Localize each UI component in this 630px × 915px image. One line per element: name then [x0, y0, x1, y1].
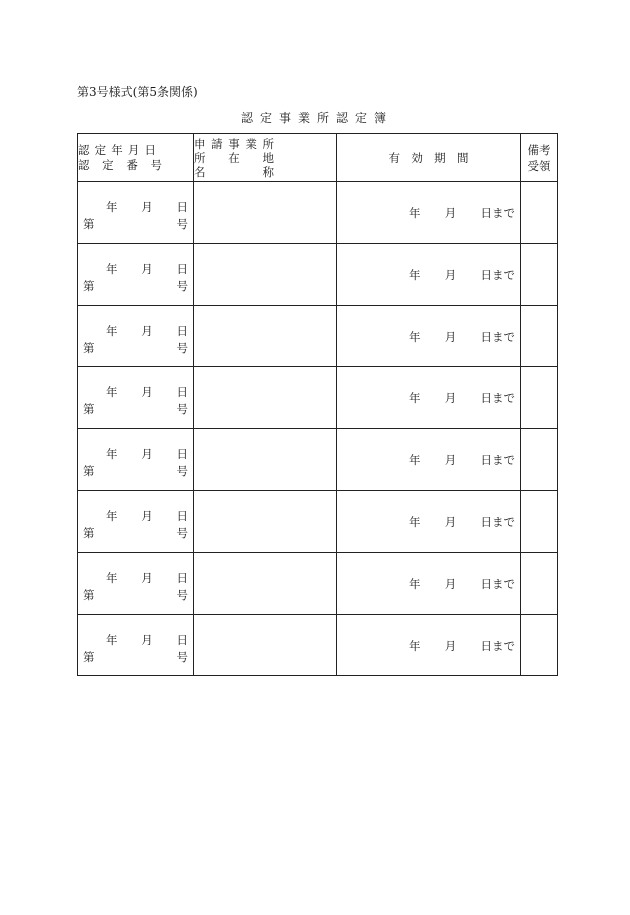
- document-title: 認定事業所認定簿: [240, 111, 393, 125]
- certification-register-table: [77, 133, 558, 676]
- table-row: [78, 182, 558, 244]
- register-rows: [78, 182, 558, 676]
- header-name-line: 名 称: [194, 164, 274, 179]
- certification-date-field: 年 月 日: [106, 200, 188, 214]
- certification-number-field: 第 号: [83, 402, 188, 417]
- remarks-receipt-cell[interactable]: [521, 552, 558, 614]
- remarks-receipt-cell[interactable]: [521, 305, 558, 367]
- remarks-receipt-cell[interactable]: [521, 614, 558, 676]
- validity-until-field: 年 月 日まで: [409, 329, 515, 344]
- validity-until-field: 年 月 日まで: [409, 453, 515, 468]
- validity-until-field: 年 月 日まで: [409, 514, 515, 529]
- header-date-line: 認 定 年 月 日: [78, 142, 156, 157]
- certification-number-field: 第 号: [83, 278, 188, 293]
- remarks-receipt-cell[interactable]: [521, 243, 558, 305]
- table-row: [78, 614, 558, 676]
- applicant-office-cell[interactable]: [194, 552, 337, 614]
- remarks-receipt-cell[interactable]: [521, 490, 558, 552]
- certification-date-number-cell[interactable]: [78, 490, 194, 552]
- certification-date-field: 年 月 日: [106, 385, 188, 400]
- certification-date-field: 年 月 日: [106, 570, 188, 585]
- validity-until-field: 年 月 日まで: [409, 576, 515, 591]
- validity-period-cell[interactable]: [337, 552, 521, 614]
- certification-date-number-cell[interactable]: [78, 305, 194, 367]
- certification-date-number-cell[interactable]: [78, 614, 194, 676]
- applicant-office-cell[interactable]: [194, 614, 337, 676]
- certification-number-field: 第 号: [83, 340, 188, 355]
- certification-number-field: 第 号: [83, 217, 188, 231]
- applicant-office-cell[interactable]: [194, 243, 337, 305]
- certification-date-number-cell[interactable]: [78, 182, 194, 244]
- applicant-office-cell[interactable]: [194, 182, 337, 244]
- table-row: [78, 243, 558, 305]
- validity-period-cell[interactable]: [337, 490, 521, 552]
- applicant-office-cell[interactable]: [194, 429, 337, 491]
- validity-until-field: 年 月 日まで: [409, 206, 515, 220]
- certification-date-number-cell[interactable]: [78, 243, 194, 305]
- form-number-label: 第3号様式(第5条関係): [77, 85, 198, 99]
- certification-date-number-cell[interactable]: [78, 367, 194, 429]
- header-validity-period: 有 効 期 間: [337, 134, 521, 182]
- certification-number-field: 第 号: [83, 649, 188, 664]
- certification-number-field: 第 号: [83, 525, 188, 540]
- certification-date-field: 年 月 日: [106, 261, 188, 276]
- certification-date-number-cell[interactable]: [78, 429, 194, 491]
- remarks-receipt-cell[interactable]: [521, 429, 558, 491]
- table-row: [78, 305, 558, 367]
- header-address-line: 所 在 地: [194, 150, 274, 165]
- header-remarks-receipt: 備考 受領: [521, 134, 558, 182]
- certification-date-number-cell[interactable]: [78, 552, 194, 614]
- table-row: [78, 552, 558, 614]
- remarks-receipt-cell[interactable]: [521, 182, 558, 244]
- header-applicant-office: [194, 134, 337, 182]
- certification-number-field: 第 号: [83, 464, 188, 479]
- applicant-office-cell[interactable]: [194, 367, 337, 429]
- table-row: [78, 429, 558, 491]
- applicant-office-cell[interactable]: [194, 490, 337, 552]
- certification-date-field: 年 月 日: [106, 447, 188, 462]
- header-number-line: 認 定 番 号: [78, 157, 162, 172]
- validity-until-field: 年 月 日まで: [409, 638, 515, 653]
- header-office-line: 申 請 事 業 所: [194, 136, 274, 151]
- certification-number-field: 第 号: [83, 587, 188, 602]
- applicant-office-cell[interactable]: [194, 305, 337, 367]
- certification-date-field: 年 月 日: [106, 323, 188, 338]
- table-row: [78, 490, 558, 552]
- validity-period-cell[interactable]: [337, 243, 521, 305]
- validity-period-cell[interactable]: [337, 614, 521, 676]
- validity-period-cell[interactable]: [337, 429, 521, 491]
- validity-period-cell[interactable]: [337, 305, 521, 367]
- table-header-row: [78, 134, 558, 182]
- header-certification-date-number: [78, 134, 194, 182]
- validity-period-cell[interactable]: [337, 182, 521, 244]
- validity-until-field: 年 月 日まで: [409, 391, 515, 406]
- validity-until-field: 年 月 日まで: [409, 267, 515, 282]
- table-row: [78, 367, 558, 429]
- remarks-receipt-cell[interactable]: [521, 367, 558, 429]
- certification-date-field: 年 月 日: [106, 632, 188, 647]
- validity-period-cell[interactable]: [337, 367, 521, 429]
- certification-date-field: 年 月 日: [106, 508, 188, 523]
